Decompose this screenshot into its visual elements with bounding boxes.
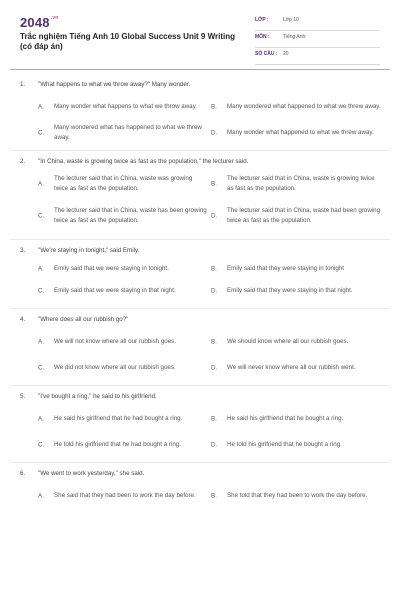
- option-text: She told that they had been to work the day before.: [227, 492, 368, 499]
- option-letter: A.: [38, 180, 44, 188]
- question-number: 3.: [20, 247, 26, 254]
- option-text: The lecturer said that in China, waste had been growing twice as fast as the population.: [227, 207, 381, 224]
- option-text: He said his girlfriend that he bought a ring.: [227, 415, 344, 422]
- option-b[interactable]: [211, 171, 381, 197]
- meta-count-label: SỐ CÂU :: [255, 51, 278, 57]
- option-b[interactable]: [211, 406, 381, 432]
- option-letter: D.: [211, 364, 218, 372]
- option-b[interactable]: [211, 94, 381, 120]
- option-text: Many wonder what happens to what we throw away.: [54, 103, 197, 110]
- option-d[interactable]: [211, 355, 381, 381]
- option-letter: C.: [38, 287, 45, 295]
- option-letter: A.: [38, 338, 44, 346]
- question-text: "We're staying in tonight," said Emily.: [38, 247, 140, 254]
- meta-subject-label: MÔN :: [255, 34, 270, 40]
- option-d[interactable]: [211, 432, 381, 458]
- option-text: Many wondered what has happened to what we threw away.: [54, 124, 202, 141]
- option-text: The lecturer said that in China, waste has been growing twice as fast as the population.: [54, 207, 207, 224]
- option-row: [0, 329, 400, 355]
- question-stem: [0, 386, 400, 406]
- option-row: [0, 355, 400, 381]
- question-text: "What happens to what we throw away?" Many wonder.: [38, 81, 191, 88]
- meta-count-row: [255, 48, 380, 65]
- option-b[interactable]: [211, 329, 381, 355]
- option-a[interactable]: [38, 171, 208, 197]
- question-list: [0, 74, 400, 513]
- option-row: [0, 171, 400, 197]
- option-text: We should know where all our rubbish goes.: [227, 338, 349, 345]
- question-6: [0, 463, 400, 509]
- option-letter: C.: [38, 364, 45, 372]
- option-b[interactable]: [211, 483, 381, 509]
- option-c[interactable]: [38, 278, 208, 304]
- meta-count-value: 20: [283, 51, 289, 57]
- option-text: Many wonder what happened to what we threw away.: [227, 129, 374, 136]
- meta-subject-value: Tiếng Anh: [283, 34, 306, 40]
- question-stem: [0, 74, 400, 94]
- option-letter: B.: [211, 338, 217, 346]
- option-letter: B.: [211, 492, 217, 500]
- question-stem: [0, 309, 400, 329]
- option-a[interactable]: [38, 260, 208, 278]
- option-row: [0, 120, 400, 146]
- question-5: [0, 386, 400, 458]
- question-text: "Where does all our rubbish go?": [38, 316, 129, 323]
- logo-number: 2048: [20, 15, 50, 30]
- option-letter: B.: [211, 265, 217, 273]
- option-letter: A.: [38, 103, 44, 111]
- question-4: [0, 309, 400, 381]
- option-c[interactable]: [38, 197, 208, 235]
- option-row: [0, 278, 400, 304]
- meta-subject-row: [255, 31, 380, 48]
- question-number: 2.: [20, 158, 26, 165]
- document-title: Trắc nghiệm Tiếng Anh 10 Global Success Unit 9 Writing (có đáp án): [20, 32, 236, 51]
- header-divider: [10, 69, 390, 70]
- option-text: Emily said that they were staying in tonight: [227, 265, 344, 272]
- option-text: The lecturer said that in China, waste is growing twice as fast as the population.: [227, 175, 375, 192]
- option-text: Many wondered what happened to what we threw away.: [227, 103, 381, 110]
- option-a[interactable]: [38, 406, 208, 432]
- option-text: He told his girlfriend that he had bought a ring.: [54, 441, 181, 448]
- question-stem: [0, 463, 400, 483]
- option-text: We did not know where all our rubbish goes.: [54, 364, 176, 371]
- question-stem: [0, 151, 400, 171]
- option-letter: D.: [211, 287, 218, 295]
- option-text: The lecturer said that in China, waste was growing twice as fast as the population.: [54, 175, 193, 192]
- option-letter: A.: [38, 265, 44, 273]
- question-2: [0, 151, 400, 235]
- question-number: 1.: [20, 81, 26, 88]
- option-text: We will not know where all our rubbish goes.: [54, 338, 176, 345]
- page-header: [0, 0, 400, 64]
- question-3: [0, 240, 400, 304]
- meta-class-row: [255, 14, 380, 31]
- option-letter: C.: [38, 129, 45, 137]
- option-b[interactable]: [211, 260, 381, 278]
- option-row: [0, 406, 400, 432]
- site-logo[interactable]: [20, 15, 59, 30]
- option-letter: D.: [211, 441, 218, 449]
- option-text: Emily said that we were staying in that night.: [54, 287, 176, 294]
- option-a[interactable]: [38, 94, 208, 120]
- option-c[interactable]: [38, 120, 208, 146]
- option-d[interactable]: [211, 197, 381, 235]
- question-number: 6.: [20, 470, 26, 477]
- option-text: He said his girlfriend that he had bought a ring.: [54, 415, 183, 422]
- option-text: Emily said that we were staying in tonight.: [54, 265, 169, 272]
- option-letter: A.: [38, 415, 44, 423]
- option-text: She said that they had been to work the day before.: [54, 492, 196, 499]
- option-row: [0, 483, 400, 509]
- question-text: "I've bought a ring," he said to his girlfriend.: [38, 393, 157, 400]
- question-1: [0, 74, 400, 146]
- option-row: [0, 197, 400, 235]
- option-letter: B.: [211, 180, 217, 188]
- option-letter: A.: [38, 492, 44, 500]
- option-d[interactable]: [211, 120, 381, 146]
- question-stem: [0, 240, 400, 260]
- question-text: "In China, waste is growing twice as fast as the population," the lecturer said.: [38, 158, 249, 165]
- option-c[interactable]: [38, 432, 208, 458]
- meta-class-value: Lớp 10: [283, 17, 299, 23]
- option-letter: C.: [38, 212, 45, 220]
- meta-class-label: LỚP :: [255, 17, 269, 23]
- option-text: Emily said that they were staying in that night.: [227, 287, 353, 294]
- option-a[interactable]: [38, 483, 208, 509]
- option-text: He told his girlfriend that he bought a ring.: [227, 441, 342, 448]
- option-a[interactable]: [38, 329, 208, 355]
- option-row: [0, 432, 400, 458]
- option-letter: B.: [211, 415, 217, 423]
- question-text: "We went to work yesterday," she said.: [38, 470, 145, 477]
- document-meta: [255, 14, 380, 65]
- option-letter: C.: [38, 441, 45, 449]
- option-text: We will never know where all our rubbish went.: [227, 364, 356, 371]
- option-letter: D.: [211, 212, 218, 220]
- question-number: 4.: [20, 316, 26, 323]
- option-letter: D.: [211, 129, 218, 137]
- question-number: 5.: [20, 393, 26, 400]
- option-row: [0, 94, 400, 120]
- option-c[interactable]: [38, 355, 208, 381]
- option-row: [0, 260, 400, 278]
- option-d[interactable]: [211, 278, 381, 304]
- option-letter: B.: [211, 103, 217, 111]
- logo-suffix: .vn: [50, 15, 59, 21]
